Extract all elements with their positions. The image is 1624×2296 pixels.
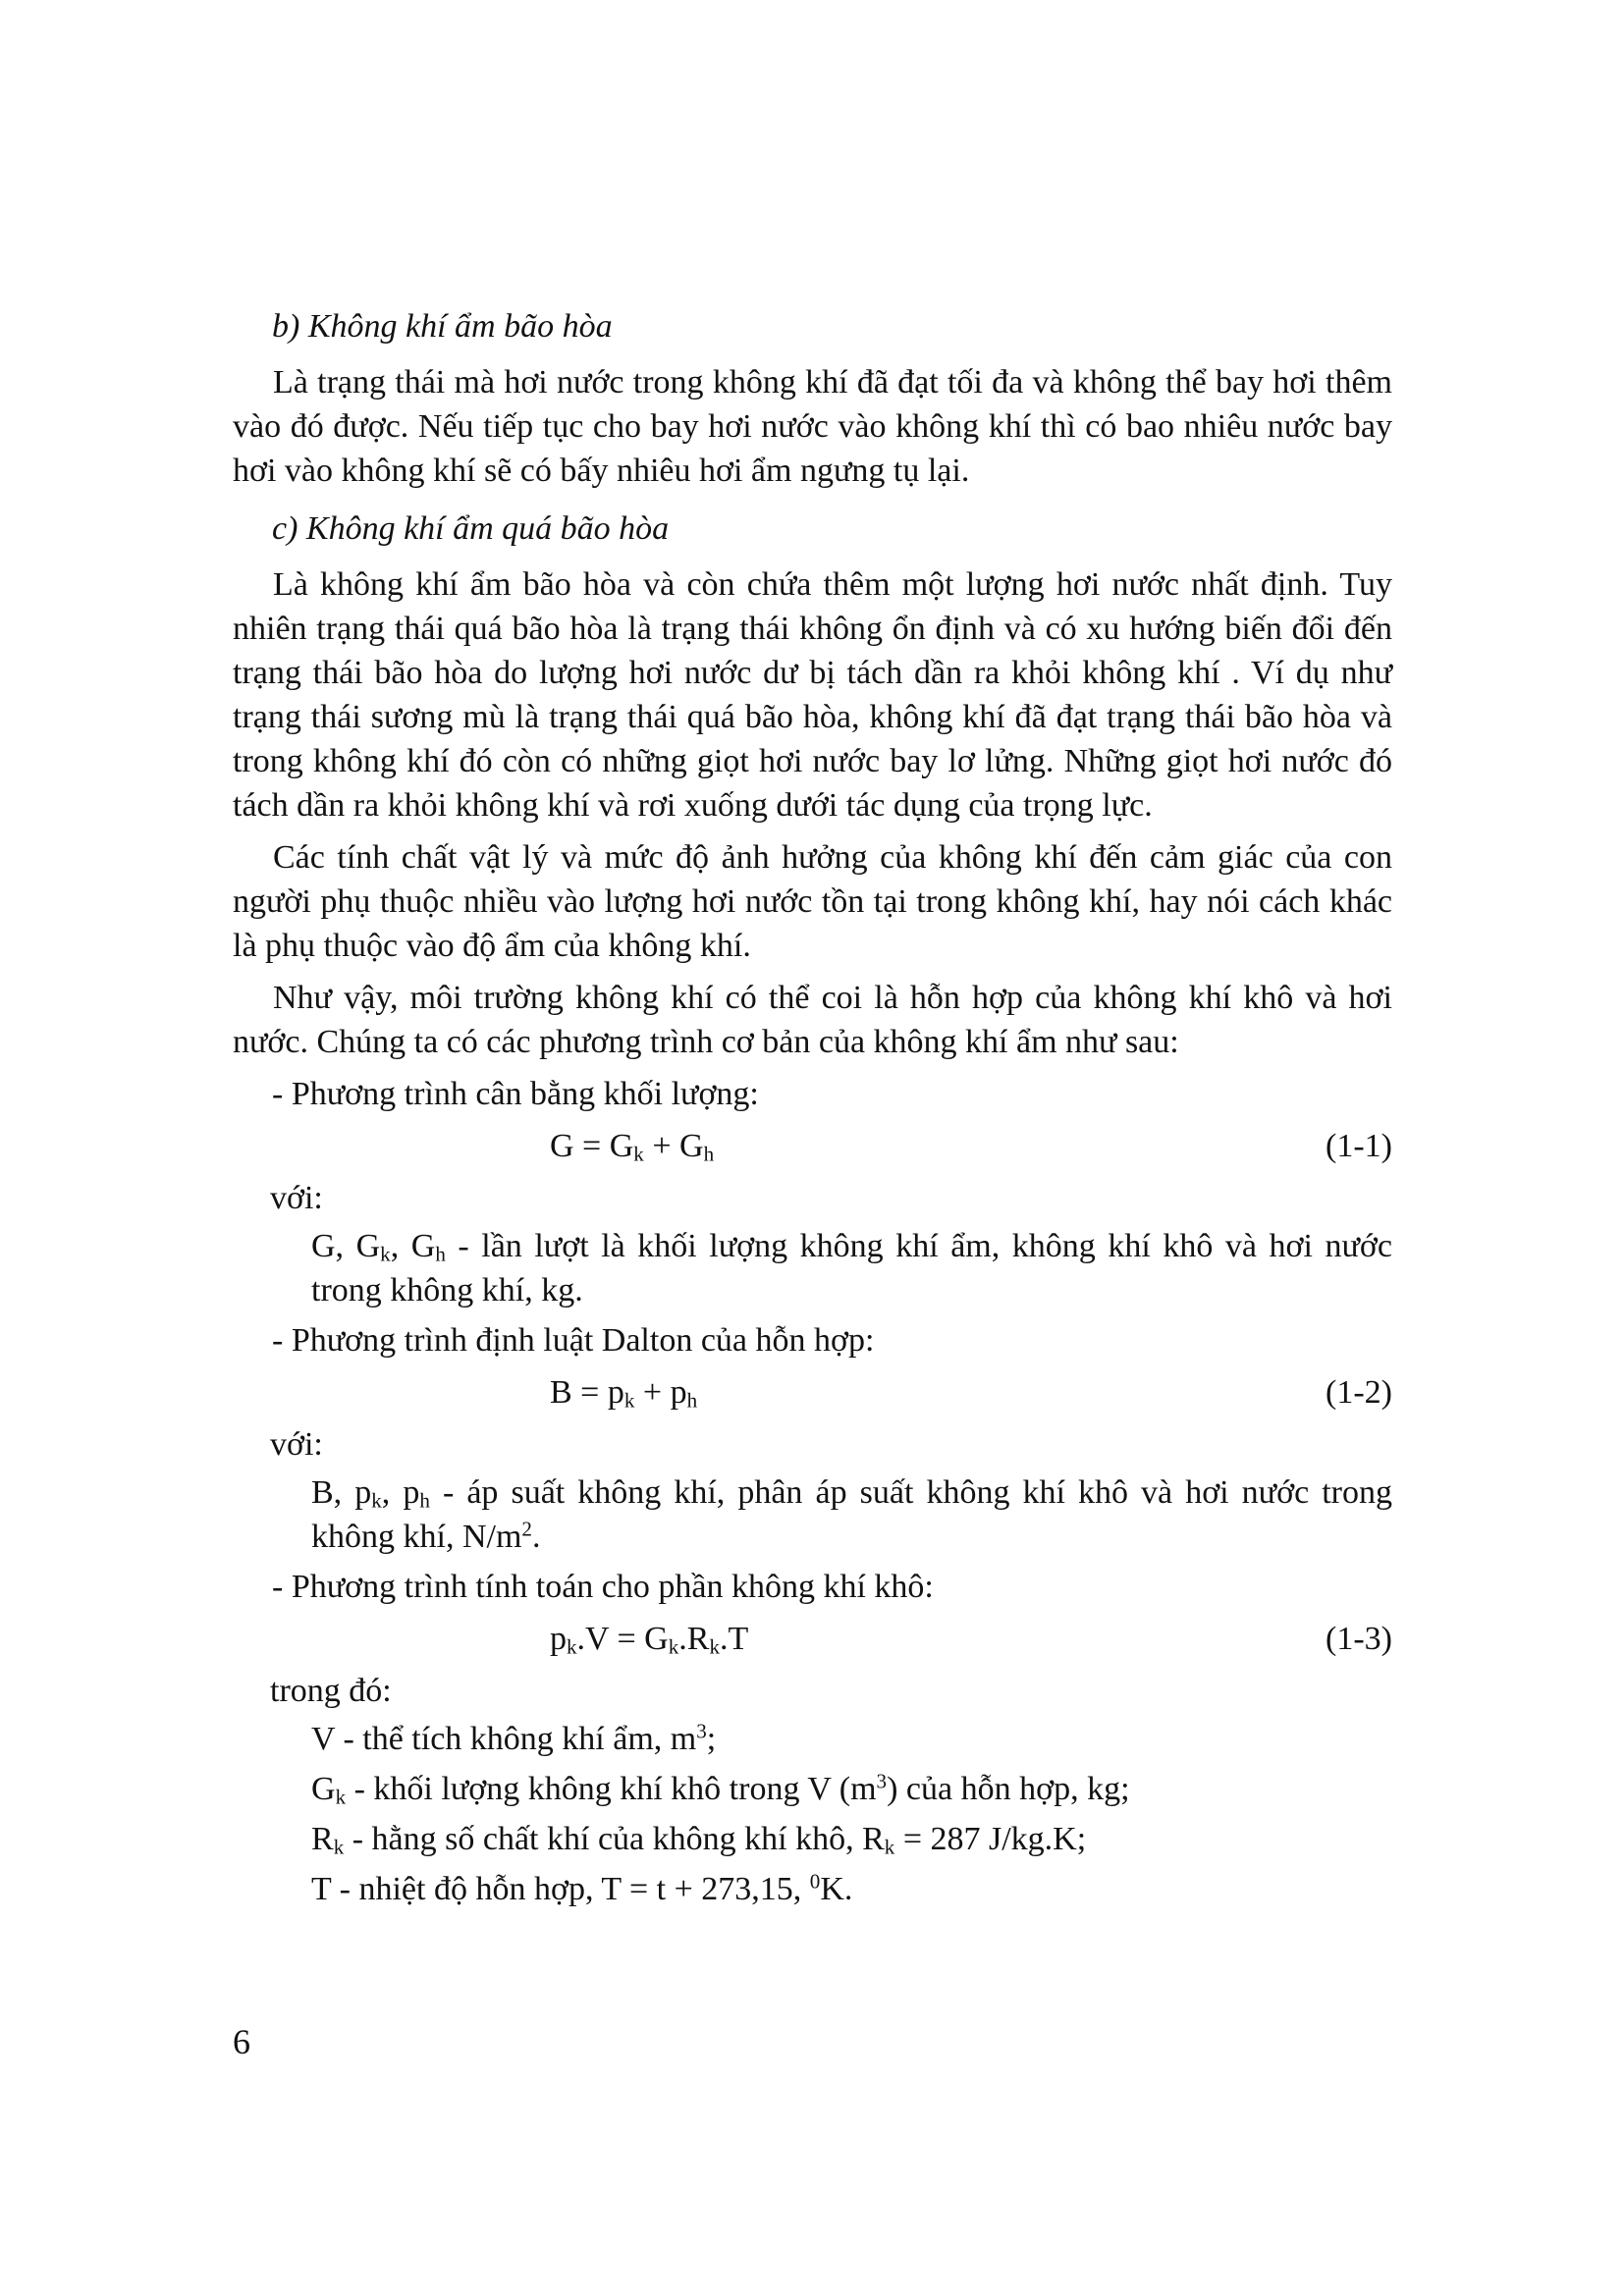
equation-row <box>233 1124 1392 1168</box>
equation-number: (1-3) <box>1326 1621 1392 1657</box>
definition-intro-label: với: <box>270 1180 323 1216</box>
section-heading: b) Không khí ẩm bão hòa <box>272 308 613 345</box>
equation-formula: $G = G_k + G_h$ <box>550 1128 715 1166</box>
body-paragraph: Như vậy, môi trường không khí có thể coi là hỗn hợp của không khí khô và hơi nước. Chúng ta có các phương trình cơ bản của không khí ẩm như sau: <box>233 980 1392 1060</box>
equation-list-intro: - Phương trình tính toán cho phần không khí khô: <box>272 1569 934 1605</box>
term-definition: $R_k$ - hằng số chất khí của không khí khô, $R_k = 287$ J/kg.K; <box>311 1821 1087 1859</box>
body-paragraph: Các tính chất vật lý và mức độ ảnh hưởng của không khí đến cảm giác của con người phụ thuộc nhiều vào lượng hơi nước tồn tại trong không khí, hay nói cách khác là phụ thuộc vào độ ẩm của không khí. <box>233 839 1392 964</box>
term-definition: T - nhiệt độ hỗn hợp, T = t + 273,15, $^0$K. <box>311 1869 853 1907</box>
equation-formula: $p_k.V = G_k.R_k.T$ <box>550 1621 749 1659</box>
term-definition: G, $G_k$, $G_h$ - lần lượt là khối lượng không khí ẩm, không khí khô và hơi nước trong không khí, kg. <box>311 1228 1392 1308</box>
definition-intro-label: với: <box>270 1426 323 1463</box>
body-paragraph: Là trạng thái mà hơi nước trong không khí đã đạt tối đa và không thể bay hơi thêm vào đó được. Nếu tiếp tục cho bay hơi nước vào không khí thì có bao nhiêu nước bay hơi vào không khí sẽ có bấy nhiêu hơi ẩm ngưng tụ lại. <box>233 364 1392 489</box>
equation-row <box>233 1370 1392 1415</box>
equation-number: (1-1) <box>1326 1128 1392 1164</box>
term-definition: B, $p_k$, $p_h$ - áp suất không khí, phân áp suất không khí khô và hơi nước trong không khí, $N/m^2$. <box>311 1474 1392 1555</box>
definition-intro-label: trong đó: <box>270 1673 392 1709</box>
equation-list-intro: - Phương trình định luật Dalton của hỗn hợp: <box>272 1322 875 1359</box>
section-heading: c) Không khí ẩm quá bão hòa <box>272 510 670 547</box>
equation-list-intro: - Phương trình cân bằng khối lượng: <box>272 1076 759 1112</box>
equation-row <box>233 1617 1392 1661</box>
body-paragraph: Là không khí ẩm bão hòa và còn chứa thêm một lượng hơi nước nhất định. Tuy nhiên trạng thái quá bão hòa là trạng thái không ổn định và có xu hướng biến đổi đến trạng thái bão hòa do lượng hơi nước dư bị tách dần ra khỏi không khí . Ví dụ như trạng thái sương mù là trạng thái quá bão hòa, không khí đã đạt trạng thái bão hòa và trong không khí đó còn có những giọt hơi nước bay lơ lửng. Những giọt hơi nước đó tách dần ra khỏi không khí và rơi xuống dưới tác dụng của trọng lực. <box>233 566 1392 824</box>
term-definition: V - thể tích không khí ẩm, $m^3$; <box>311 1719 717 1757</box>
page-number: 6 <box>233 2022 250 2061</box>
equation-number: (1-2) <box>1326 1374 1392 1411</box>
term-definition: $G_k$ - khối lượng không khí khô trong V $(m^3)$ của hỗn hợp, kg; <box>311 1769 1130 1809</box>
equation-formula: $B = p_k + p_h$ <box>550 1374 698 1413</box>
